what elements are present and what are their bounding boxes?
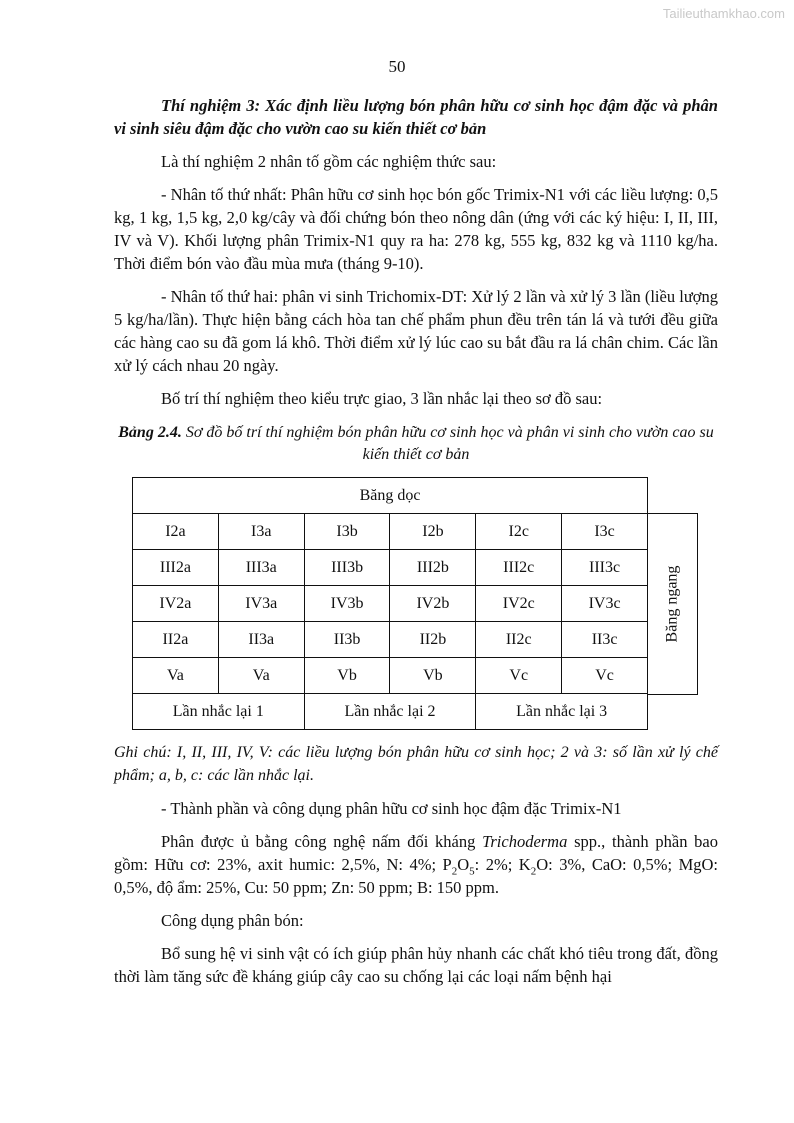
experiment-layout-table <box>132 477 698 733</box>
plot-cell: IV3c <box>562 586 648 622</box>
watermark: Tailieuthamkhao.com <box>662 6 785 21</box>
plot-cell: Vc <box>476 658 562 694</box>
table-note: Ghi chú: I, II, III, IV, V: các liều lượng bón phân hữu cơ sinh học; 2 và 3: số lần xử lý chế phẩm; a, b, c: các lần nhắc lại. <box>114 744 718 784</box>
table-caption <box>114 422 718 466</box>
plot-cell: III2b <box>390 550 476 586</box>
plot-cell: I2a <box>133 514 219 550</box>
composition-text-after: spp., thành phần bao gồm: Hữu cơ: 23%, axit humic: 2,5%, N: 4%; <box>114 832 718 874</box>
plot-cell: Vc <box>562 658 648 694</box>
intro-paragraph: Là thí nghiệm 2 nhân tố gồm các nghiệm thức sau: <box>161 152 497 171</box>
plot-cell: II3c <box>562 622 648 658</box>
top-header: Băng dọc <box>133 478 648 514</box>
table-row <box>133 586 648 622</box>
plot-cell: Vb <box>304 658 390 694</box>
plot-cell: III3b <box>304 550 390 586</box>
k2o-value: : 3%, CaO: 0,5%; MgO: 0,5%, độ ẩm: 25%, Cu: 50 ppm; Zn: 50 ppm; B: 150 ppm. <box>114 855 718 897</box>
plot-cell: Vb <box>390 658 476 694</box>
composition-title: - Thành phần và công dụng phân hữu cơ sinh học đậm đặc Trimix-N1 <box>161 799 622 818</box>
plot-cell: I3c <box>562 514 648 550</box>
plot-cell: II3b <box>304 622 390 658</box>
page-number: 50 <box>388 57 406 76</box>
replicate-row <box>133 694 648 730</box>
plot-cell: IV3b <box>304 586 390 622</box>
factor-one-paragraph: - Nhân tố thứ nhất: Phân hữu cơ sinh học bón gốc Trimix-N1 với các liều lượng: 0,5 kg, 1 kg, 1,5 kg, 2,0 kg/cây và đối chứng bón theo nông dân (ứng với các ký hiệu: I, II, III, IV và V). Khối lượng phân Trimix-N1 quy ra ha: 278 kg, 555 kg, 832 kg và 1110 kg/ha. Thời điểm bón vào đầu mùa mưa (tháng 9-10). <box>114 185 718 273</box>
plot-cell: I2b <box>390 514 476 550</box>
plot-cell: III2a <box>133 550 219 586</box>
replicate-cell: Lần nhắc lại 3 <box>476 694 648 730</box>
plot-cell: II2c <box>476 622 562 658</box>
plot-cell: Va <box>133 658 219 694</box>
plot-cell: IV3a <box>218 586 304 622</box>
plot-cell: III3c <box>562 550 648 586</box>
plot-cell: III3a <box>218 550 304 586</box>
plot-cell: II3a <box>218 622 304 658</box>
table-row <box>133 622 648 658</box>
plot-cell: I3b <box>304 514 390 550</box>
organism-name: Trichoderma <box>482 832 568 851</box>
plot-cell: IV2b <box>390 586 476 622</box>
plot-cell: IV2a <box>133 586 219 622</box>
plot-cell: IV2c <box>476 586 562 622</box>
experiment-heading: Thí nghiệm 3: Xác định liều lượng bón phân hữu cơ sinh học đậm đặc và phân vi sinh siêu đậm đặc cho vườn cao su kiến thiết cơ bản <box>114 96 718 138</box>
side-header-box <box>647 513 698 695</box>
side-header: Băng ngang <box>663 565 681 643</box>
plot-cell: I2c <box>476 514 562 550</box>
plot-cell: II2b <box>390 622 476 658</box>
replicate-cell: Lần nhắc lại 1 <box>133 694 305 730</box>
table-row <box>133 514 648 550</box>
p2o5-value: : 2%; <box>474 855 519 874</box>
plot-cell: I3a <box>218 514 304 550</box>
usage-title: Công dụng phân bón: <box>161 911 304 930</box>
factor-two-paragraph: - Nhân tố thứ hai: phân vi sinh Trichomix-DT: Xử lý 2 lần và xử lý 3 lần (liều lượng 5 kg/ha/lần). Thực hiện bằng cách hòa tan chế phẩm phun đều trên tán lá và tưới đều giữa các hàng cao su đã gom lá khô. Thời điểm xử lý lúc cao su bắt đầu ra lá chân chim. Các lần xử lý cách nhau 20 ngày. <box>114 287 718 375</box>
composition-text-before: Phân được ủ bằng công nghệ nấm đối kháng <box>161 832 483 851</box>
composition-paragraph: Phân được ủ bằng công nghệ nấm đối kháng Trichoderma spp., thành phần bao gồm: Hữu cơ: 23%, axit humic: 2,5%, N: 4%; $P_2O_5$: 2%; $K_2O$: 3%, CaO: 0,5%; MgO: 0,5%, độ ẩm: 25%, Cu: 50 ppm; Zn: 50 ppm; B: 150 ppm. <box>114 832 718 897</box>
plot-cell: II2a <box>133 622 219 658</box>
plot-cell: Va <box>218 658 304 694</box>
replicate-cell: Lần nhắc lại 2 <box>304 694 476 730</box>
table-row <box>133 550 648 586</box>
layout-paragraph: Bố trí thí nghiệm theo kiểu trực giao, 3 lần nhắc lại theo sơ đồ sau: <box>161 389 603 408</box>
usage-paragraph: Bổ sung hệ vi sinh vật có ích giúp phân hủy nhanh các chất khó tiêu trong đất, đồng thời làm tăng sức đề kháng giúp cây cao su chống lại các loại nấm bệnh hại <box>114 944 718 986</box>
table-caption-label: Bảng 2.4. <box>118 424 182 441</box>
table-row <box>133 658 648 694</box>
table-caption-text: Sơ đồ bố trí thí nghiệm bón phân hữu cơ sinh học và phân vi sinh cho vườn cao su kiến thiết cơ bản <box>185 424 714 463</box>
document-body <box>114 94 718 988</box>
plot-cell: III2c <box>476 550 562 586</box>
